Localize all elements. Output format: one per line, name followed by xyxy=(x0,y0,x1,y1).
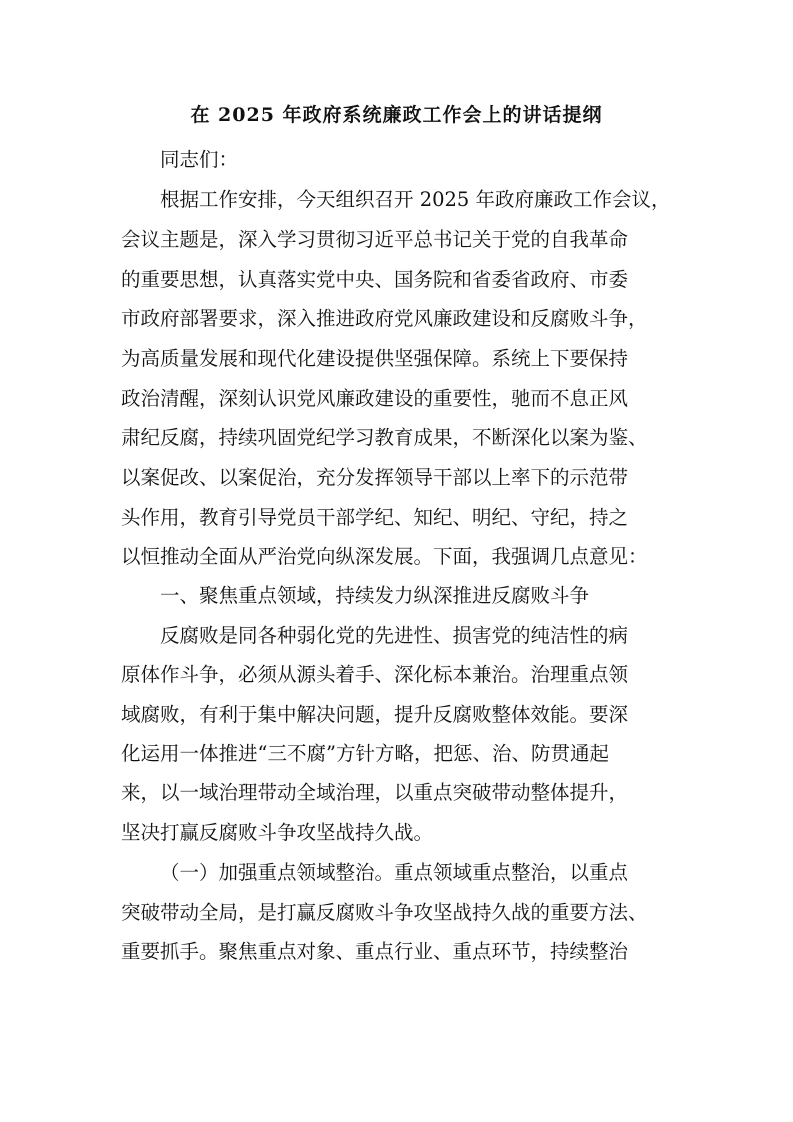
section-heading: 一、聚焦重点领域，持续发力纵深推进反腐败斗争 xyxy=(160,584,590,607)
paragraph-line: 来，以一域治理带动全域治理，以重点突破带动整体提升， xyxy=(121,781,629,804)
paragraph-line: 重要抓手。聚焦重点对象、重点行业、重点环节，持续整治 xyxy=(121,940,629,963)
document-title: 在 2025 年政府系统廉政工作会上的讲话提纲 xyxy=(190,104,603,126)
paragraph-line: 根据工作安排，今天组织召开 2025 年政府廉政工作会议， xyxy=(160,188,671,211)
subsection-line: （一）加强重点领域整治。重点领域重点整治，以重点 xyxy=(160,861,629,884)
salutation: 同志们： xyxy=(160,148,239,171)
paragraph-line: 为高质量发展和现代化建设提供坚强保障。系统上下要保持 xyxy=(121,347,629,370)
paragraph-line: 政治清醒，深刻认识党风廉政建设的重要性，驰而不息正风 xyxy=(121,387,629,410)
paragraph-line: 反腐败是同各种弱化党的先进性、损害党的纯洁性的病 xyxy=(160,624,629,647)
paragraph-line: 以案促改、以案促治，充分发挥领导干部以上率下的示范带 xyxy=(121,466,629,489)
paragraph-line: 会议主题是，深入学习贯彻习近平总书记关于党的自我革命 xyxy=(121,228,629,251)
paragraph-line: 市政府部署要求，深入推进政府党风廉政建设和反腐败斗争， xyxy=(121,307,648,330)
paragraph-line: 原体作斗争，必须从源头着手、深化标本兼治。治理重点领 xyxy=(121,663,629,686)
paragraph-line: 以恒推动全面从严治党向纵深发展。下面，我强调几点意见： xyxy=(121,545,648,568)
paragraph-line: 肃纪反腐，持续巩固党纪学习教育成果，不断深化以案为鉴、 xyxy=(121,426,648,449)
paragraph-line: 坚决打赢反腐败斗争攻坚战持久战。 xyxy=(121,821,434,844)
paragraph-line: 域腐败，有利于集中解决问题，提升反腐败整体效能。要深 xyxy=(121,703,629,726)
paragraph-line: 的重要思想，认真落实党中央、国务院和省委省政府、市委 xyxy=(121,268,629,291)
paragraph-line: 突破带动全局，是打赢反腐败斗争攻坚战持久战的重要方法、 xyxy=(121,901,648,924)
paragraph-line: 头作用，教育引导党员干部学纪、知纪、明纪、守纪，持之 xyxy=(121,506,629,529)
paragraph-line: 化运用一体推进“三不腐”方针方略，把惩、治、防贯通起 xyxy=(121,742,609,765)
